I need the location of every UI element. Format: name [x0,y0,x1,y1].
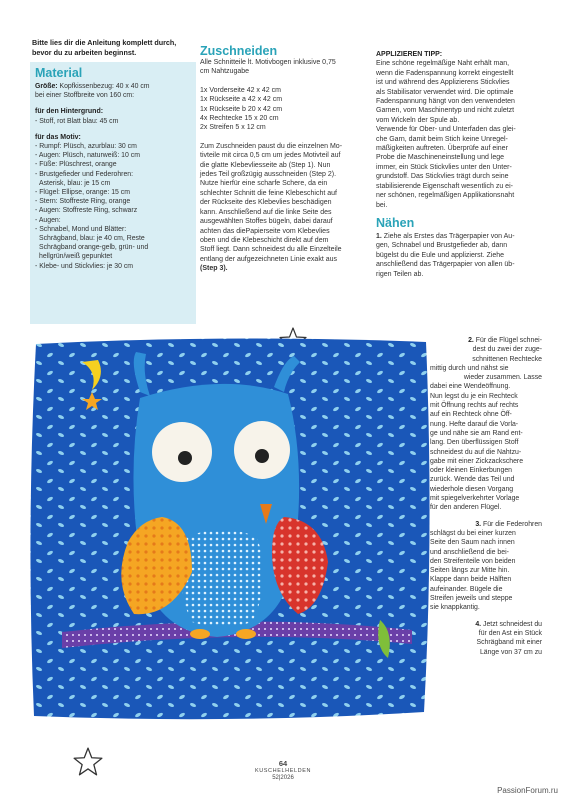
step-text: wieder zusammen. Lasse [463,374,542,382]
paragraph-line: anschließend das Trägerpapier von allen üb- [376,261,515,269]
zuschneiden-title: Zuschneiden [200,44,278,58]
step-text: Schrägband mit einer [476,639,542,647]
paragraph-line: vom Wickeln der Spule ab. [376,116,460,124]
paragraph-line: bei. [376,201,388,209]
list-item: - Augen: Plüsch, naturweiß: 10 cm [35,152,140,160]
paragraph-line: che Garn, damit beim Stich keine Unregel- [376,135,508,143]
paragraph-line [376,232,540,241]
page-number: 64 [278,759,288,768]
intro-text [32,38,204,57]
step-text: nung. Hefte darauf die Vorla- [430,420,519,428]
list-item: Asterisk, blau: je 15 cm [39,179,111,187]
step-text: dabei eine Wendeöffnung. [430,383,511,391]
zuschneiden-body [200,142,372,274]
list-item: Schrägband orange-gelb, grün- und [39,244,149,252]
paragraph-line: Zum Zuschneiden paust du die einzelnen Mo- [200,142,343,150]
paragraph-line: grundstoff. Das Stickvlies trägt durch seine [376,173,509,181]
step-text: und anschließend die bei- [430,548,509,556]
issue-number: 52|2026 [272,775,294,781]
step-text: den Streifenteile von beiden [430,557,516,565]
zuschneiden-section [200,44,372,274]
step-number: 4. [475,620,482,628]
paragraph-line: immer, ein Stück Stickvlies unter den Unter- [376,163,512,171]
step-text: mittig durch und nähst sie [430,364,509,372]
paragraph-line: jedes Teil großzügig ausschneiden (Step 2). [200,171,337,179]
step-text: Länge von 37 cm zu [479,648,542,656]
list-item: 1x Vorderseite 42 x 42 cm [200,86,281,94]
paragraph-line: Nutze hierfür eine scharfe Schere, da ein [200,180,328,188]
paragraph-line: stabilisierende Eigenschaft wesentlich zu ei- [376,182,513,190]
naehen-title: Nähen [376,215,415,230]
step-text: ge und nähe sie am Rand ent- [430,429,523,437]
step-2 [430,336,542,513]
list-item: 1x Rückseite b 20 x 42 cm [200,105,283,113]
step-1 [376,232,540,279]
paragraph-line: gen, Schnabel und Brustgefieder ab, dann [376,242,508,250]
hintergrund-title: für den Hintergrund: [35,108,104,116]
step-text: Streifen jeweils und steppe [430,595,513,603]
paragraph-line: schlechter Schnitt die feine Klebeschicht auf [200,189,337,197]
paragraph-line: ner schönen, regelmäßigen Applikationsnaht [376,192,515,200]
step-text: schlägst du bei einer kurzen [430,529,516,537]
paragraph-line: Probe die Maschineneinstellung und lege [376,154,505,162]
paragraph-line: Fadenspannung hängt von den verwendeten [376,98,515,106]
list-item: - Rumpf: Plüsch, azurblau: 30 cm [35,143,137,151]
motiv-list [35,142,191,271]
tip-body [376,59,540,210]
step-text: auf ein Rechteck ohne Öff- [430,411,512,419]
paragraph-line: Verwende für Ober- und Unterfaden das glei- [376,126,516,134]
groesse-line-2: bei einer Stoffbreite von 160 cm: [35,92,135,100]
paragraph-line: Stoff liegt. Dann schneidest du alle Einzelteile [200,246,342,254]
paragraph-line: mäßigkeiten auftreten. Überprüfe auf einer [376,145,508,153]
paragraph-line: kann. Anschließend auf die linke Seite des [200,208,332,216]
paragraph-line: (Step 3). [200,265,228,273]
list-item: 4x Rechtecke 15 x 20 cm [200,115,279,123]
list-item: 2x Streifen 5 x 12 cm [200,124,266,132]
steps-column [430,336,542,664]
paragraph-line: rigen Teilen ab. [376,270,424,278]
step-text: Nun legst du je ein Rechteck [430,392,518,400]
paragraph-line: der Rückseite des Klebevlies beschädigen [200,199,332,207]
step-4 [430,620,542,657]
step-text: für den anderen Flügel. [430,504,502,512]
paragraph-line: Garnen, vom Maschinentyp und nicht zuletzt [376,107,515,115]
paragraph-line: ausgewählten Stoffes bügeln, dabei darauf [200,218,333,226]
paragraph-line: Alle Schnitteile lt. Motivbogen inklusive 0,75 [200,59,336,66]
groesse-label: Größe: [35,83,58,90]
step-3 [430,520,542,613]
tip-section [376,50,540,279]
paragraph-line: tivteile mit circa 0,5 cm um jedes Motivteil auf [200,152,341,160]
step-text: schneidest du auf die Nahtzu- [430,448,522,456]
step-text: wiederhole diesen Vorgang [430,485,514,493]
list-item: 1x Rückseite a 42 x 42 cm [200,96,283,104]
list-item: - Stern: Stoffreste Ring, orange [35,198,131,206]
step-text: für den Ast ein Stück [478,629,542,637]
intro-line-1: Bitte lies dir die Anleitung komplett durch, [32,38,177,47]
intro-line-2: bevor du zu arbeiten beginnst. [32,47,137,57]
owl-pillow-photo [22,332,440,727]
step-number: 2. [468,337,474,344]
step-number: 3. [475,520,482,528]
step-text: sie knappkantig. [430,604,480,612]
groesse-line [35,82,191,91]
paragraph-line: bügelst du die Eule und applizierst. Ziehe [376,251,505,259]
paragraph-line: die glatte Klebevliesseite ab (Step 1). Nun [200,161,331,169]
list-item: Schrägband, blau: je 40 cm, Reste [39,235,145,243]
step-text: mit Öffnung rechts auf rechts [430,402,519,410]
step-text: lang. Den überflüssigen Stoff [430,439,519,447]
step-text: oder kleinen Einkerbungen [430,467,512,475]
step-text: Für die Federohren [483,520,542,528]
list-item: - Brustgefieder und Federohren: [35,170,134,178]
step-text: Für die Flügel schnei- [475,337,542,344]
paragraph-line: entlang der aufgezeichneten Linie exakt aus [200,255,337,263]
step-text: Klappe dann beide Hälften [430,576,512,584]
list-item: - Augen: [35,216,61,224]
step-text: Seiten längs zur Mitte hin. [430,567,510,575]
hintergrund-list [35,117,191,126]
step-text: mit spiegelverkehrter Vorlage [430,495,520,503]
step-number: 1. [376,232,382,240]
list-item: - Augen: Stoffreste Ring, schwarz [35,207,138,215]
material-box [30,62,196,324]
list-item: - Stoff, rot Blatt blau: 45 cm [35,117,119,125]
material-title: Material [35,66,83,80]
watermark: PassionForum.ru [497,786,558,795]
paragraph-line: wenn die Fadenspannung korrekt eingestellt [376,69,514,77]
paragraph-line: Eine schöne regelmäßige Naht erhält man, [376,60,510,68]
step-text: aufeinander. Bügele die [430,585,503,593]
groesse-text: Kopfkissenbezug: 40 x 40 cm [57,83,150,90]
paragraph-line: oben und die Klebeschicht direkt auf dem [200,236,329,244]
step-text: Jetzt schneidest du [483,620,542,628]
paragraph-line: als Stabilisator verwendet wird. Die optimale [376,88,514,96]
list-item: hellgrün/weiß gepunktet [39,253,113,261]
owl-belly [181,530,264,628]
step-text: Ziehe als Erstes das Trägerpapier von Au- [381,232,515,240]
tip-title: APPLIZIEREN TIPP: [376,51,443,58]
list-item: - Schnabel, Mond und Blätter: [35,225,127,233]
motiv-title: für das Motiv: [35,133,81,141]
magazine-name: KUSCHELHELDEN [254,768,312,774]
paragraph-line: ist und während des Applizierens Stickvlies [376,79,510,87]
star-outline-icon [72,746,104,778]
step-text: gabe mit einer Zickzackschere [430,457,524,465]
paragraph-line: achten das diePapierseite vom Klebevlies [200,227,330,235]
step-text: dest du zwei der zuge- [472,346,542,354]
list-item: - Flügel: Ellipse, orange: 15 cm [35,189,130,197]
paragraph-line: cm Nahtzugabe [200,68,250,76]
step-text: Seite den Saum nach innen [430,539,515,547]
list-item: - Klebe- und Stickvlies: je 30 cm [35,262,134,270]
list-item: - Füße: Plüschrest, orange [35,161,117,169]
step-text: schnittenen Rechtecke [472,355,542,363]
step-text: zurück. Wende das Teil und [430,476,515,484]
page-footer [243,760,323,782]
cut-list [200,86,372,133]
